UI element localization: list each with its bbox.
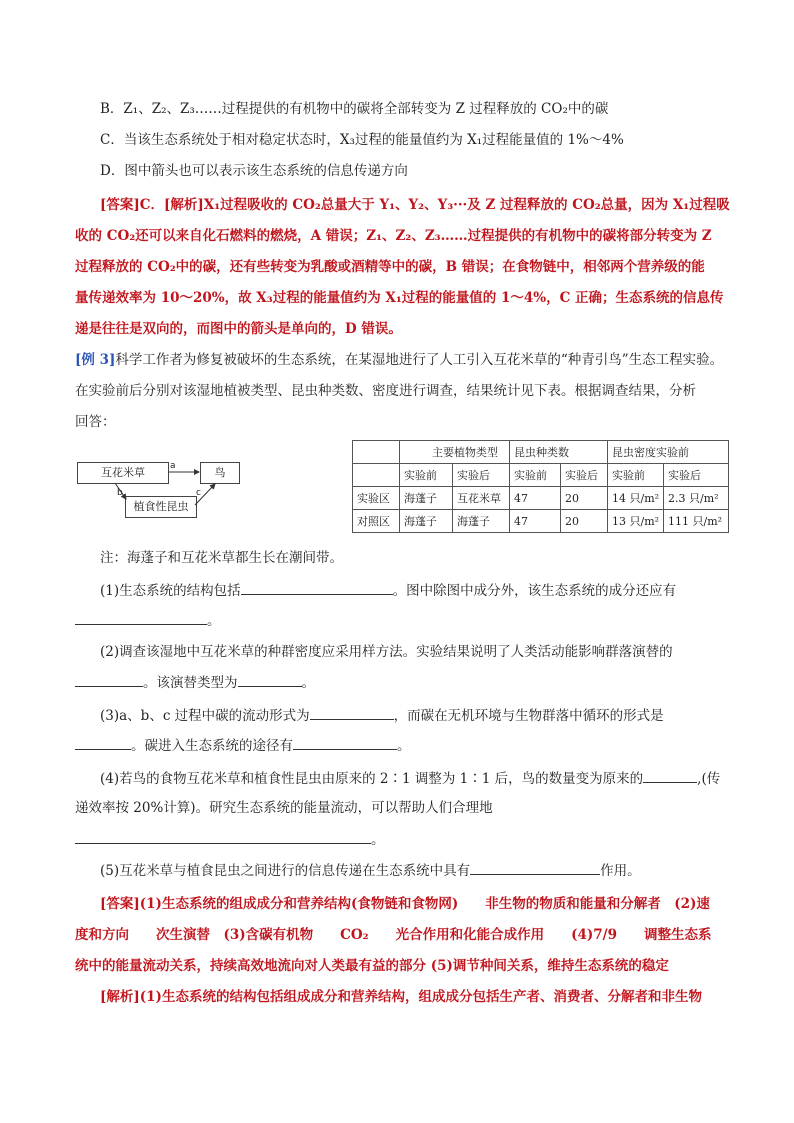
q1-text-a: (1)生态系统的结构包括 <box>100 583 241 599</box>
answer3-line3: 统中的能量流动关系，持续高效地流向对人类最有益的部分 (5)调节种间关系，维持生态系统的稳定 <box>75 958 669 974</box>
answer2-line3: 过程释放的 CO₂中的碳，还有些转变为乳酸或酒精等中的碳，B 错误；在食物链中，相邻两个营养级的能 <box>75 259 705 275</box>
question-4 <box>100 768 720 789</box>
row-name: 实验区 <box>353 487 400 510</box>
q1-blank-2[interactable] <box>75 610 207 625</box>
sub-plant-after: 实验后 <box>453 464 510 487</box>
cell-density-before: 14 只/m² <box>608 487 664 510</box>
option-c: C．当该生态系统处于相对稳定状态时，X₃过程的能量值约为 X₁过程能量值的 1%～4% <box>100 132 624 148</box>
q4-period: 。 <box>371 832 385 848</box>
example3-line3: 回答： <box>75 414 116 430</box>
header-plant: 主要植物类型 <box>400 441 510 464</box>
q5-blank-1[interactable] <box>470 860 600 875</box>
q4-text-a: (4)若鸟的食物互花米草和植食性昆虫由原来的 2∶1 调整为 1∶1 后，鸟的数量变为原来的 <box>100 771 644 787</box>
question-4-cont2 <box>75 829 385 850</box>
table-header-row <box>353 441 729 464</box>
q3-blank-1[interactable] <box>310 705 394 720</box>
label-a: a <box>170 461 176 471</box>
q5-text-a: (5)互花米草与植食昆虫之间进行的信息传递在生态系统中具有 <box>100 863 471 879</box>
cell-density-after: 111 只/m² <box>664 510 729 533</box>
answer2-line4: 量传递效率为 10～20%，故 X₃过程的能量值约为 X₁过程的能量值的 1～4%，C 正确；生态系统的信息传 <box>75 290 724 306</box>
label-b: b <box>117 488 123 498</box>
q3-text-a: (3)a、b、c 过程中碳的流动形式为 <box>100 708 310 724</box>
question-2-cont <box>75 672 315 693</box>
cell-density-before: 13 只/m² <box>608 510 664 533</box>
table-subheader-row <box>353 464 729 487</box>
q1-period: 。 <box>207 613 221 629</box>
cell-species-before: 47 <box>510 487 561 510</box>
node-bird: 鸟 <box>200 462 240 484</box>
cell-species-before: 47 <box>510 510 561 533</box>
sub-density-before: 实验前 <box>608 464 664 487</box>
node-insect: 植食性昆虫 <box>125 496 197 518</box>
answer3-line2: 度和方向 次生演替 (3)含碳有机物 CO₂ 光合作用和化能合成作用 (4)7/9 调整生态系 <box>75 927 712 943</box>
q1-text-b: 。图中除图中成分外，该生态系统的成分还应有 <box>392 583 677 599</box>
sub-species-after: 实验后 <box>561 464 608 487</box>
node-grass: 互花米草 <box>77 462 169 484</box>
table-corner <box>353 441 400 464</box>
table-subcorner <box>353 464 400 487</box>
label-c: c <box>196 488 201 498</box>
question-3 <box>100 705 664 726</box>
sub-density-after: 实验后 <box>664 464 729 487</box>
answer2-line5: 递是往往是双向的，而图中的箭头是单向的，D 错误。 <box>75 321 402 337</box>
q4-blank-2[interactable] <box>75 829 371 844</box>
answer2-line1: [答案]C．[解析]X₁过程吸收的 CO₂总量大于 Y₁、Y₂、Y₃···及 Z 过程释放的 CO₂总量，因为 X₁过程吸 <box>100 197 730 213</box>
q3-text-c: 。碳进入生态系统的途径有 <box>131 738 293 754</box>
row-name: 对照区 <box>353 510 400 533</box>
example3-text1: 科学工作者为修复被破坏的生态系统，在某湿地进行了人工引入互花米草的“种青引鸟”生态工程实验。 <box>115 352 724 368</box>
cell-plant-after: 海蓬子 <box>453 510 510 533</box>
cell-species-after: 20 <box>561 487 608 510</box>
header-density: 昆虫密度实验前 <box>608 441 729 464</box>
option-b: B．Z₁、Z₂、Z₃……过程提供的有机物中的碳将全部转变为 Z 过程释放的 CO₂中的碳 <box>100 101 609 117</box>
table-row <box>353 487 729 510</box>
sub-species-before: 实验前 <box>510 464 561 487</box>
answer3-line1: [答案](1)生态系统的组成成分和营养结构(食物链和食物网) 非生物的物质和能量和分解者 (2)速 <box>100 896 710 912</box>
question-5 <box>100 860 641 881</box>
q2-blank-1[interactable] <box>75 672 143 687</box>
q3-blank-2[interactable] <box>75 735 131 750</box>
q4-blank-1[interactable] <box>643 768 697 783</box>
diagram-arrows <box>60 450 260 525</box>
example3-tag: [例 3] <box>75 352 116 368</box>
header-species: 昆虫种类数 <box>510 441 608 464</box>
sub-plant-before: 实验前 <box>400 464 453 487</box>
q5-text-b: 作用。 <box>600 863 641 879</box>
q1-blank-1[interactable] <box>241 580 393 595</box>
q3-period: 。 <box>397 738 411 754</box>
q4-text-b: ,(传 <box>697 771 721 787</box>
question-3-cont <box>75 735 411 756</box>
question-2: (2)调查该湿地中互花米草的种群密度应采用样方法。实验结果说明了人类活动能影响群落演替的 <box>100 644 673 660</box>
question-1-cont <box>75 610 221 631</box>
example3-line2: 在实验前后分别对该湿地植被类型、昆虫种类数、密度进行调查，结果统计见下表。根据调查结果，分析 <box>75 383 696 399</box>
cell-density-after: 2.3 只/m² <box>664 487 729 510</box>
question-1 <box>100 580 676 601</box>
option-d: D．图中箭头也可以表示该生态系统的信息传递方向 <box>100 163 408 179</box>
cell-plant-after: 互花米草 <box>453 487 510 510</box>
cell-plant-before: 海蓬子 <box>400 487 453 510</box>
q2-blank-2[interactable] <box>238 672 302 687</box>
cell-species-after: 20 <box>561 510 608 533</box>
q2-text-b: 。该演替类型为 <box>143 675 238 691</box>
table-row <box>353 510 729 533</box>
cell-plant-before: 海蓬子 <box>400 510 453 533</box>
example3-line1 <box>75 350 723 370</box>
question-4-cont: 递效率按 20%计算)。研究生态系统的能量流动，可以帮助人们合理地 <box>75 800 493 816</box>
survey-table <box>352 440 729 533</box>
note: 注：海蓬子和互花米草都生长在潮间带。 <box>100 550 343 566</box>
answer3-line4: [解析](1)生态系统的结构包括组成成分和营养结构，组成成分包括生产者、消费者、分解者和非生物 <box>100 989 702 1005</box>
q3-blank-3[interactable] <box>293 735 397 750</box>
q2-period: 。 <box>301 675 315 691</box>
answer2-line2: 收的 CO₂还可以来自化石燃料的燃烧，A 错误；Z₁、Z₂、Z₃……过程提供的有机物中的碳将部分转变为 Z <box>75 228 712 244</box>
q3-text-b: ，而碳在无机环境与生物群落中循环的形式是 <box>393 708 664 724</box>
